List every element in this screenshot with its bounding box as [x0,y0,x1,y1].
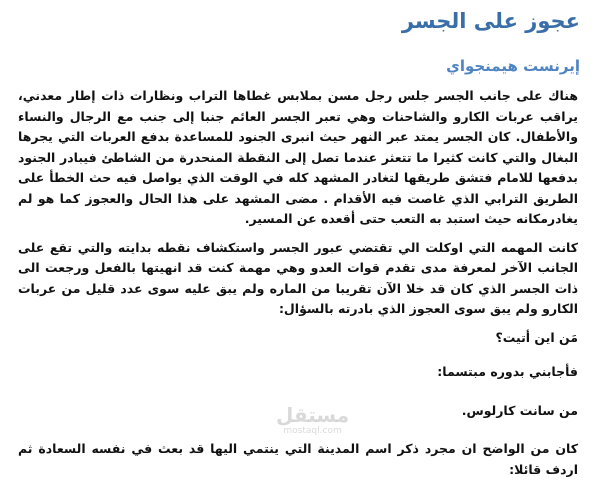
dialogue-line: من سانت كارلوس. [461,402,578,418]
dialogue-line: مَن اين أتيت؟ [495,329,578,345]
dialogue-line: فأجابني بدوره مبتسما: [437,364,578,379]
author-name: إيرنست هيمنجواي [446,57,580,75]
paragraph: هناك على جانب الجسر جلس رجل مسن بملابس غطاها التراب ونظارات ذات إطار معدني، يراقب عربات الكارو والشاحنات وهي تعبر الجسر العائم جنبا إلى جنب مع الرجال والنساء والأطفال. كان الجسر يمتد عبر النهر حيث انبرى الجنود للمساعدة بدفع العربات التي يجرها البغال والتي كانت كثيرا ما تتعثر عندما تصل إلى النقطة المنحدرة من الشاطئ فيبادر الجنود بدفعها للامام فتشق طريقها لتغادر المشهد كله في الوقت الذي يواصل فيه حث الخطأ على الطريق الترابي الذي غاصت فيه الأقدام . مضى المشهد على هذا الحال والعجوز كما هو لم يغادرمكانه حيث استبد به التعب حتى أقعده عن المسير. [18,88,578,226]
paragraph: كان من الواضح ان مجرد ذكر اسم المدينة التي ينتمي اليها قد بعث في نفسه السعادة ثم اردف قائلا: [18,441,578,477]
watermark-arabic: مستقل [276,403,350,427]
story-body [18,86,578,488]
paragraph: كانت المهمه التي اوكلت الي تقتضي عبور الجسر واستكشاف نقطه بدايته والتي تقع على الجانب الآخر لمعرفة مدى تقدم قوات العدو وهي مهمة كنت قد انهيتها بالفعل ورجعت الى ذات الجسر الذي كان قد خلا الآن تقريبا من الماره ولم يبق عليه سوى عدد قليل من عربات الكارو ولم يبق سوى العجوز الذي بادرته بالسؤال: [18,239,578,316]
watermark-latin: mostaql.com [283,426,342,436]
story-title: عجوز على الجسر [401,9,580,33]
